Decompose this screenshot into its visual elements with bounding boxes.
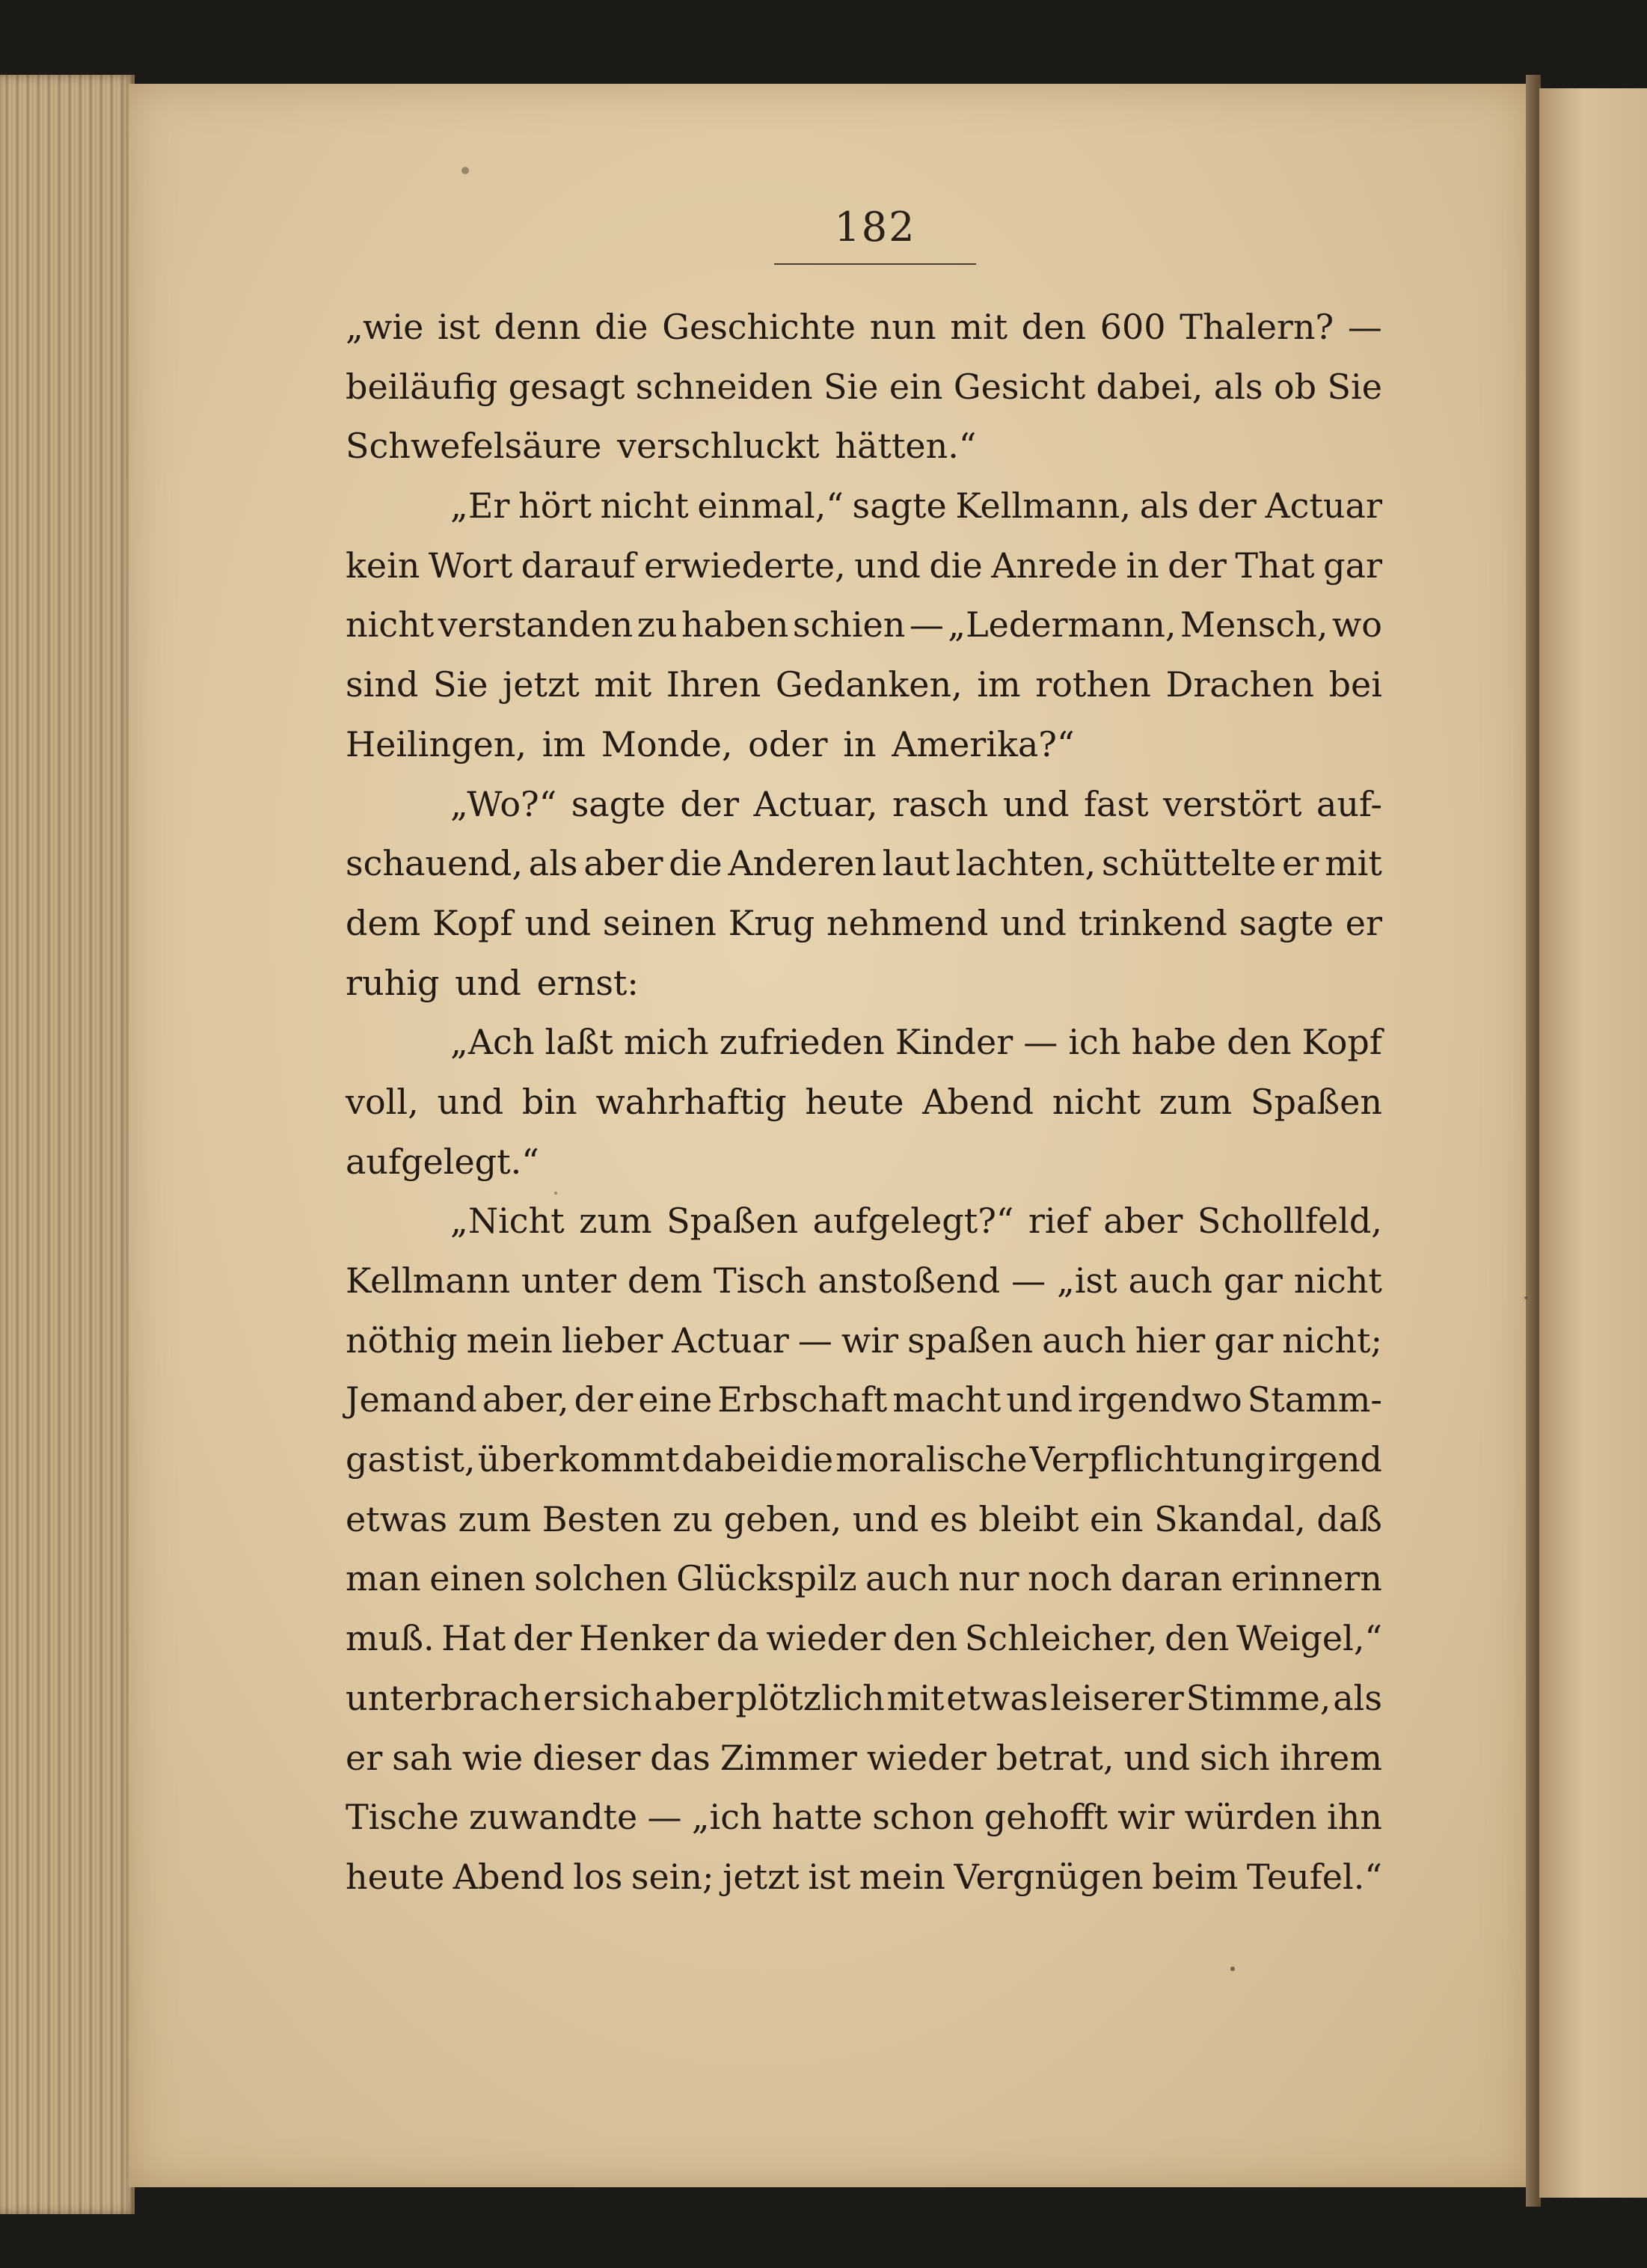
text-word: kein xyxy=(346,545,420,586)
text-word: 600 xyxy=(1099,307,1166,347)
text-word: wieder xyxy=(766,1618,886,1659)
text-word: und xyxy=(1000,902,1067,943)
text-word: Heilingen, xyxy=(346,723,527,764)
text-word: etwas xyxy=(946,1677,1049,1718)
text-word: die xyxy=(669,843,723,884)
text-word: den xyxy=(1227,1022,1292,1063)
text-word: den xyxy=(892,1618,958,1659)
text-word: Thalern? xyxy=(1180,307,1334,347)
text-word: noch xyxy=(1028,1558,1112,1599)
text-word: sein; xyxy=(631,1856,714,1897)
text-word: der xyxy=(1197,485,1257,527)
text-word: laßt xyxy=(545,1022,613,1063)
text-word: wieder xyxy=(866,1737,987,1778)
text-word: nicht xyxy=(1293,1260,1382,1301)
text-word: Krug xyxy=(728,902,815,943)
text-line xyxy=(346,1490,1382,1550)
text-word: Kopf xyxy=(432,902,513,943)
text-word: erinnern xyxy=(1230,1558,1382,1599)
text-word: überkommt xyxy=(477,1439,680,1480)
text-word: That xyxy=(1235,545,1315,586)
text-word: Anrede xyxy=(991,545,1117,586)
text-word: schien xyxy=(792,604,906,646)
text-word: gar xyxy=(1323,545,1382,586)
text-word: jetzt xyxy=(503,664,580,705)
text-word: schauend, xyxy=(346,843,523,884)
text-word: „Ach xyxy=(450,1022,535,1063)
text-word: wahrhaftig xyxy=(595,1081,787,1122)
text-word: als xyxy=(1213,366,1263,407)
text-word: muß. xyxy=(346,1618,435,1659)
text-word: und xyxy=(1123,1737,1191,1778)
text-word: gehofft xyxy=(984,1797,1108,1838)
text-word: zu xyxy=(637,604,678,646)
text-word: Ihren xyxy=(666,664,761,705)
text-word: seinen xyxy=(602,902,717,943)
text-word: — xyxy=(1023,1022,1058,1063)
text-line xyxy=(346,1430,1382,1490)
text-word: Schwefelsäure xyxy=(346,426,602,467)
text-word: auch xyxy=(865,1558,950,1599)
text-word: rothen xyxy=(1035,664,1151,705)
text-word: einen xyxy=(429,1558,526,1599)
text-word: mein xyxy=(859,1856,945,1897)
text-word: Henker xyxy=(579,1618,710,1659)
text-word: aber, xyxy=(482,1379,569,1420)
text-word: „Wo?“ xyxy=(450,783,557,824)
text-word: er xyxy=(543,1677,580,1718)
text-word: auch xyxy=(1128,1260,1213,1301)
text-word: nur xyxy=(958,1558,1019,1599)
text-word: los xyxy=(573,1856,623,1897)
text-word: plötzlich xyxy=(735,1677,885,1718)
text-line xyxy=(346,1669,1382,1729)
text-line xyxy=(346,358,1382,417)
text-word: ist, xyxy=(422,1439,476,1480)
text-word: „ich xyxy=(691,1797,762,1838)
text-word: und xyxy=(524,902,592,943)
text-word: ist xyxy=(438,307,480,347)
text-word: erwiederte, xyxy=(644,545,846,586)
text-word: nöthig xyxy=(346,1320,458,1361)
text-word: der xyxy=(680,783,739,824)
text-word: laut xyxy=(882,843,950,884)
text-word: denn xyxy=(494,307,581,347)
text-word: zum xyxy=(579,1201,652,1242)
text-word: als xyxy=(528,843,578,884)
text-line xyxy=(346,1311,1382,1371)
text-word: zuwandte xyxy=(468,1797,638,1838)
text-word: Vergnügen xyxy=(954,1856,1144,1897)
text-word: nehmend xyxy=(826,902,989,943)
text-line xyxy=(346,1848,1382,1907)
text-word: die xyxy=(929,545,983,586)
text-line xyxy=(346,715,1382,775)
text-word: nicht; xyxy=(1282,1320,1382,1361)
text-word: „Ledermann, xyxy=(948,604,1177,646)
text-word: eine xyxy=(638,1379,713,1420)
text-word: zufrieden xyxy=(719,1022,885,1063)
text-word: betrat, xyxy=(996,1737,1114,1778)
text-word: Amerika?“ xyxy=(892,723,1075,764)
text-word: er xyxy=(346,1737,383,1778)
text-line xyxy=(346,1609,1382,1669)
text-word: nicht xyxy=(346,604,435,646)
text-word: aber xyxy=(1103,1201,1183,1242)
text-word: mich xyxy=(623,1022,709,1063)
text-word: sagte xyxy=(852,485,947,527)
text-word: haben xyxy=(681,604,789,646)
text-word: hatte xyxy=(771,1797,863,1838)
text-word: schon xyxy=(872,1797,975,1838)
text-line xyxy=(346,1549,1382,1609)
text-word: „Nicht xyxy=(450,1201,565,1242)
text-word: sind xyxy=(346,664,419,705)
book-gutter xyxy=(1526,75,1541,2207)
text-word: Erbschaft xyxy=(717,1379,888,1420)
text-line xyxy=(346,834,1382,894)
text-line xyxy=(346,1788,1382,1848)
text-word: „ist xyxy=(1057,1260,1117,1301)
text-word: hätten.“ xyxy=(835,426,977,467)
text-word: Schollfeld, xyxy=(1197,1201,1382,1242)
text-word: Spaßen xyxy=(666,1201,799,1242)
text-word: voll, xyxy=(346,1081,419,1122)
text-word: Mensch, xyxy=(1180,604,1328,646)
text-line xyxy=(346,775,1382,835)
text-word: im xyxy=(542,723,586,764)
text-word: „wie xyxy=(346,307,424,347)
text-word: und xyxy=(437,1081,504,1122)
text-word: mein xyxy=(466,1320,553,1361)
text-word: — xyxy=(797,1320,832,1361)
text-word: würden xyxy=(1184,1797,1317,1838)
text-word: Sie xyxy=(824,366,879,407)
text-word: beiläufig xyxy=(346,366,498,407)
text-word: ist xyxy=(808,1856,851,1897)
text-word: lachten, xyxy=(955,843,1097,884)
text-line xyxy=(346,1133,1382,1192)
text-word: Jemand xyxy=(346,1379,477,1420)
text-word: Skandal, xyxy=(1154,1498,1306,1539)
text-line xyxy=(346,476,1382,536)
text-word: daß xyxy=(1316,1498,1382,1539)
text-word: hier xyxy=(1135,1320,1206,1361)
text-word: verschluckt xyxy=(617,426,820,467)
text-word: Abend xyxy=(922,1081,1034,1122)
text-word: Gedanken, xyxy=(775,664,963,705)
text-word: aufgelegt?“ xyxy=(812,1201,1014,1242)
text-word: Zimmer xyxy=(720,1737,857,1778)
text-word: der xyxy=(1168,545,1227,586)
text-word: nicht xyxy=(600,485,689,527)
book-page-edges xyxy=(0,75,135,2214)
text-word: spaßen xyxy=(907,1320,1034,1361)
text-word: mit xyxy=(886,1677,945,1718)
text-line xyxy=(346,298,1382,358)
text-line xyxy=(346,894,1382,954)
text-word: beim xyxy=(1152,1856,1239,1897)
text-word: auch xyxy=(1042,1320,1126,1361)
text-word: ruhig xyxy=(346,962,440,1003)
text-word: er xyxy=(1345,902,1382,943)
text-word: irgend xyxy=(1268,1439,1382,1480)
text-word: mit xyxy=(594,664,652,705)
text-word: jetzt xyxy=(723,1856,800,1897)
text-word: Drachen xyxy=(1165,664,1314,705)
body-text xyxy=(346,298,1382,1907)
text-word: man xyxy=(346,1558,421,1599)
text-word: aber xyxy=(654,1677,734,1718)
text-word: da xyxy=(716,1618,759,1659)
text-word: schüttelte xyxy=(1101,843,1277,884)
text-word: sich xyxy=(582,1677,652,1718)
text-word: bei xyxy=(1328,664,1382,705)
text-line xyxy=(346,1192,1382,1251)
text-word: Kopf xyxy=(1301,1022,1382,1063)
text-word: dem xyxy=(627,1260,703,1301)
text-word: mit xyxy=(950,307,1008,347)
text-word: ihrem xyxy=(1279,1737,1382,1778)
text-word: dieser xyxy=(533,1737,641,1778)
text-word: er xyxy=(1282,843,1319,884)
text-word: ein xyxy=(889,366,943,407)
text-word: und xyxy=(455,962,521,1003)
text-word: Teufel.“ xyxy=(1246,1856,1382,1897)
text-word: als xyxy=(1139,485,1189,527)
text-word: Wort xyxy=(428,545,513,586)
text-word: Hat xyxy=(441,1618,506,1659)
text-word: — xyxy=(909,604,944,646)
text-word: sagte xyxy=(1239,902,1334,943)
text-line xyxy=(346,1370,1382,1430)
text-word: schneiden xyxy=(635,366,813,407)
text-word: Weigel,“ xyxy=(1236,1618,1382,1659)
text-word: Actuar, xyxy=(753,783,878,824)
text-word: heute xyxy=(346,1856,445,1897)
text-word: hört xyxy=(518,485,592,527)
text-word: wir xyxy=(841,1320,898,1361)
text-word: dabei xyxy=(681,1439,778,1480)
text-word: Monde, xyxy=(601,723,733,764)
text-word: sah xyxy=(392,1737,453,1778)
text-word: gesagt xyxy=(508,366,625,407)
text-word: daran xyxy=(1120,1558,1223,1599)
text-word: heute xyxy=(805,1081,904,1122)
text-word: dem xyxy=(346,902,421,943)
text-word: im xyxy=(977,664,1021,705)
text-word: Schleicher, xyxy=(964,1618,1158,1659)
text-word: und xyxy=(852,1498,919,1539)
text-line xyxy=(346,655,1382,715)
text-word: gast xyxy=(346,1439,420,1480)
text-word: Verpflichtung xyxy=(1029,1439,1266,1480)
text-word: wir xyxy=(1117,1797,1175,1838)
text-word: oder xyxy=(748,723,828,764)
text-word: unter xyxy=(521,1260,616,1301)
text-word: ihn xyxy=(1326,1797,1382,1838)
text-word: Spaßen xyxy=(1250,1081,1382,1122)
text-word: den xyxy=(1021,307,1087,347)
facing-page-edge xyxy=(1539,88,1647,2198)
text-word: Kinder xyxy=(895,1022,1013,1063)
text-word: Geschichte xyxy=(662,307,856,347)
text-word: der xyxy=(512,1618,572,1659)
text-word: der xyxy=(574,1379,634,1420)
text-word: Actuar xyxy=(672,1320,789,1361)
text-word: gar xyxy=(1223,1260,1283,1301)
text-word: bin xyxy=(521,1081,577,1122)
text-word: Actuar xyxy=(1265,485,1382,527)
text-line xyxy=(346,1073,1382,1133)
text-word: verstanden xyxy=(438,604,634,646)
text-word: aufgelegt.“ xyxy=(346,1141,539,1182)
text-word: zu xyxy=(672,1498,714,1539)
text-word: Kellmann xyxy=(346,1260,511,1301)
text-word: Kellmann, xyxy=(955,485,1132,527)
text-word: trinkend xyxy=(1078,902,1227,943)
text-word: sagte xyxy=(571,783,666,824)
text-word: auf- xyxy=(1316,783,1382,824)
text-word: dabei, xyxy=(1096,366,1203,407)
text-word: Gesicht xyxy=(953,366,1086,407)
text-word: — xyxy=(1347,307,1382,347)
text-line xyxy=(346,954,1382,1014)
text-word: solchen xyxy=(534,1558,668,1599)
text-word: mit xyxy=(1325,843,1382,884)
text-word: Stimme, xyxy=(1186,1677,1331,1718)
text-word: einmal,“ xyxy=(697,485,844,527)
page-number: 182 xyxy=(834,203,916,251)
text-word: ernst: xyxy=(536,962,639,1003)
text-word: es xyxy=(930,1498,968,1539)
text-word: Abend xyxy=(453,1856,565,1897)
text-word: anstoßend xyxy=(818,1260,1001,1301)
text-word: aber xyxy=(583,843,663,884)
text-word: darauf xyxy=(521,545,636,586)
text-word: rief xyxy=(1028,1201,1089,1242)
text-word: sich xyxy=(1200,1737,1270,1778)
text-word: Sie xyxy=(1327,366,1382,407)
text-line xyxy=(346,536,1382,596)
text-word: Tisch xyxy=(714,1260,807,1301)
text-word: moralische xyxy=(835,1439,1028,1480)
text-word: — xyxy=(1011,1260,1046,1301)
text-word: gar xyxy=(1214,1320,1274,1361)
text-word: rasch xyxy=(892,783,989,824)
text-word: und xyxy=(854,545,921,586)
text-line xyxy=(346,417,1382,476)
text-word: ob xyxy=(1273,366,1317,407)
text-word: zum xyxy=(458,1498,532,1539)
text-word: wo xyxy=(1331,604,1382,646)
text-word: unterbrach xyxy=(346,1677,542,1718)
text-word: Stamm- xyxy=(1247,1379,1382,1420)
text-word: „Er xyxy=(450,485,510,527)
text-word: Tische xyxy=(346,1797,459,1838)
text-line xyxy=(346,1251,1382,1311)
text-word: macht xyxy=(892,1379,1002,1420)
text-word: ein xyxy=(1090,1498,1144,1539)
text-word: nun xyxy=(869,307,936,347)
text-word: Besten xyxy=(542,1498,662,1539)
text-word: und xyxy=(1006,1379,1073,1420)
text-word: habe xyxy=(1131,1022,1217,1063)
text-word: Glückspilz xyxy=(676,1558,857,1599)
text-word: lieber xyxy=(561,1320,663,1361)
text-word: leiserer xyxy=(1050,1677,1184,1718)
text-word: irgendwo xyxy=(1078,1379,1242,1420)
header-rule xyxy=(774,263,976,265)
text-word: fast xyxy=(1084,783,1149,824)
text-word: bleibt xyxy=(978,1498,1079,1539)
text-word: geben, xyxy=(723,1498,842,1539)
text-line xyxy=(346,595,1382,655)
text-word: Anderen xyxy=(728,843,877,884)
text-word: verstört xyxy=(1163,783,1302,824)
text-word: das xyxy=(650,1737,711,1778)
text-word: die xyxy=(595,307,648,347)
text-word: in xyxy=(1126,545,1159,586)
text-word: als xyxy=(1333,1677,1382,1718)
text-word: ich xyxy=(1068,1022,1121,1063)
text-word: die xyxy=(779,1439,834,1480)
text-word: — xyxy=(647,1797,682,1838)
text-word: in xyxy=(843,723,877,764)
text-word: zum xyxy=(1159,1081,1233,1122)
text-word: etwas xyxy=(346,1498,448,1539)
text-word: wie xyxy=(461,1737,524,1778)
text-word: nicht xyxy=(1052,1081,1141,1122)
text-word: den xyxy=(1165,1618,1230,1659)
text-line xyxy=(346,1729,1382,1789)
text-line xyxy=(346,1013,1382,1073)
text-word: Sie xyxy=(432,664,488,705)
text-word: und xyxy=(1002,783,1070,824)
